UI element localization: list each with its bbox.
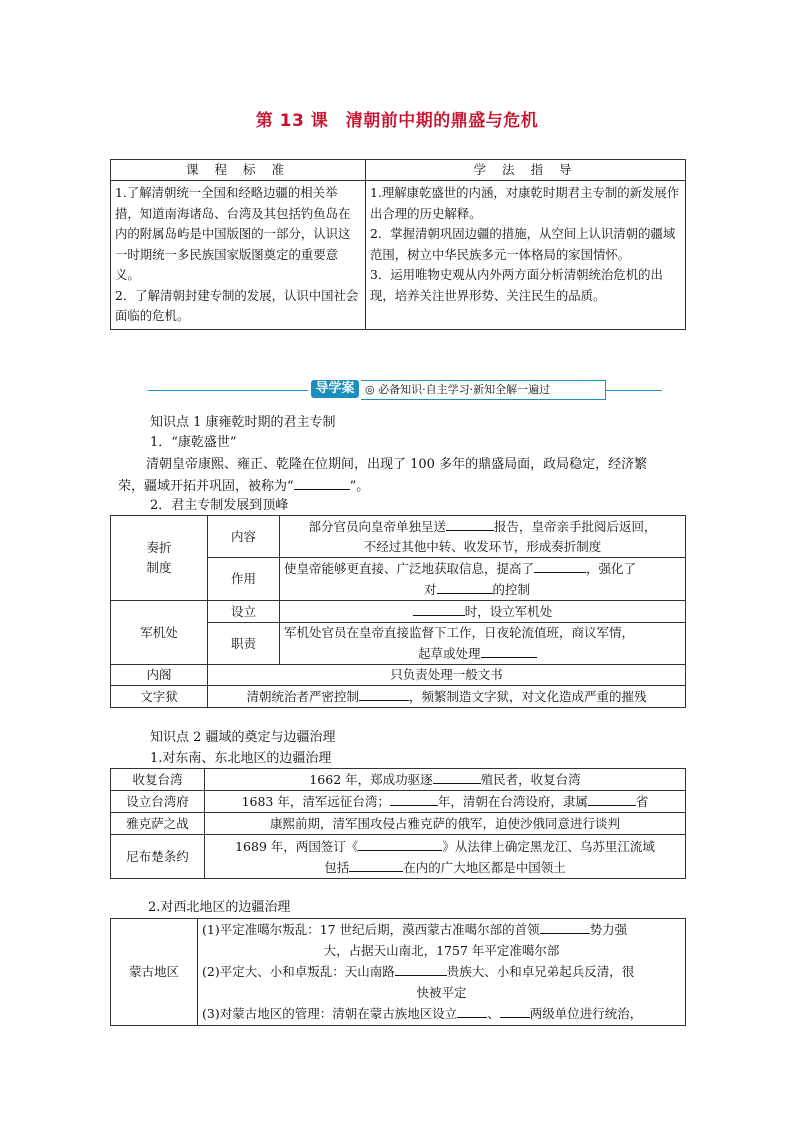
neirong-cell — [280, 516, 686, 558]
mongol-line: 大，占据天山南北，1757 年平定准噶尔部 — [323, 942, 560, 958]
zhize-cell — [280, 623, 686, 665]
fill-blank[interactable] — [540, 919, 590, 934]
section-banner — [148, 379, 662, 401]
fill-blank[interactable] — [294, 475, 350, 490]
text-part: ，强化了 — [586, 561, 637, 576]
mongol-cell — [198, 919, 686, 1026]
neirong-label: 内容 — [208, 516, 280, 558]
kp2-s1-title: 1.对东南、东北地区的边疆治理 — [150, 751, 332, 766]
guidance-item: 3．运用唯物史观从内外两方面分析清朝统治危机的出现，培养关注世界形势、关注民生的品质。 — [370, 267, 663, 303]
row-cell — [205, 769, 686, 791]
row-cell — [205, 791, 686, 813]
fill-blank[interactable] — [457, 1003, 487, 1018]
text-part: 起草或处理 — [418, 646, 481, 661]
text-part: 两级单位进行统治， — [529, 1006, 643, 1021]
text-part: 军机处官员在皇帝直接监督下工作，日夜轮流值班，商议军情， — [284, 625, 635, 640]
kp1-s1-text: 清朝皇帝康熙、雍正、乾隆在位期间，出现了 100 多年的鼎盛局面，政局稳定，经济繁 — [146, 457, 648, 472]
kp2-s2-title: 2.对西北地区的边疆治理 — [148, 900, 291, 915]
text-part: ，频繁制造文字狱，对文化造成严重的摧残 — [409, 689, 647, 704]
northwest-table — [110, 918, 686, 1026]
text-part: 对 — [424, 582, 437, 597]
sheli-cell — [280, 601, 686, 623]
banner-line — [148, 390, 308, 391]
neige-label: 内阁 — [111, 665, 208, 686]
sheli-label: 设立 — [208, 601, 280, 623]
zouzhe-label — [111, 516, 208, 601]
wenziyu-label: 文字狱 — [111, 686, 208, 708]
text-part: 贵族大、小和卓兄弟起兵反清，很 — [446, 964, 635, 979]
text-part: 部分官员向皇帝单独呈送 — [308, 519, 446, 534]
banner-tag: 导学案 — [311, 380, 359, 398]
text-part: 时，设立军机处 — [464, 604, 553, 619]
fill-blank[interactable] — [534, 558, 586, 573]
fill-blank[interactable] — [437, 579, 493, 594]
kp1-s1-title: 1．“康乾盛世” — [150, 435, 237, 450]
text-part: 、 — [487, 1006, 500, 1021]
text-part: ”。 — [349, 479, 370, 494]
text-part: 殖民者，收复台湾 — [480, 772, 581, 787]
text-part: (1)平定准噶尔叛乱：17 世纪后期，漠西蒙古准噶尔部的首领 — [202, 922, 540, 937]
row-label: 尼布楚条约 — [111, 835, 205, 879]
fill-blank[interactable] — [349, 857, 403, 872]
text-part: (3)对蒙古地区的管理：清朝在蒙古族地区设立 — [202, 1006, 458, 1021]
guidance-item: 1.理解康乾盛世的内涵，对康乾时期君主专制的新发展作出合理的历史解释。 — [370, 185, 680, 221]
fill-blank[interactable] — [390, 791, 438, 806]
fill-blank[interactable] — [359, 686, 409, 701]
text-part: 势力强 — [589, 922, 628, 937]
text-part: 1662 年，郑成功驱逐 — [309, 772, 433, 787]
text-part: 在内的广大地区都是中国领土 — [403, 859, 566, 875]
wenziyu-cell — [208, 686, 686, 708]
kp1-s2-title: 2．君主专制发展到顶峰 — [150, 498, 289, 513]
row-label: 雅克萨之战 — [111, 813, 205, 835]
text-part: 荣，疆域开拓并巩固，被称为“ — [118, 479, 294, 494]
mongol-label: 蒙古地区 — [111, 919, 198, 1026]
text-part: 省 — [635, 794, 649, 809]
fill-blank[interactable] — [446, 516, 494, 531]
standards-table — [110, 159, 686, 330]
text-part: 的控制 — [492, 582, 531, 597]
mongol-line — [202, 1003, 681, 1025]
text-part: 1689 年，两国签订《 — [235, 838, 359, 854]
text-part: 使皇帝能够更直接、广泛地获取信息，提高了 — [284, 561, 535, 576]
fill-blank[interactable] — [500, 1003, 530, 1018]
zhize-label: 职责 — [208, 623, 280, 665]
neige-cell: 只负责处理一般文书 — [208, 665, 686, 686]
page-title: 第 13 课 清朝前中期的鼎盛与危机 — [255, 111, 539, 131]
text-part: 报告，皇帝亲手批阅后返回， — [494, 519, 657, 534]
fill-blank[interactable] — [481, 643, 537, 658]
guidance-cell — [366, 181, 686, 330]
junjichu-label: 军机处 — [111, 601, 208, 665]
southeast-table — [110, 768, 686, 879]
text-part: 清朝统治者严密控制 — [246, 689, 359, 704]
zuoyong-label: 作用 — [208, 558, 280, 601]
zouzhe-text: 奏折制度 — [146, 540, 172, 575]
text-part: (2)平定大、小和卓叛乱：天山南路 — [202, 964, 395, 979]
text-part: 包括 — [324, 859, 350, 875]
kp1-heading: 知识点 1 康雍乾时期的君主专制 — [150, 415, 336, 430]
standards-cell — [111, 181, 366, 330]
text-part: 1683 年，清军远征台湾； — [241, 794, 390, 809]
autocracy-table — [110, 515, 686, 708]
fill-blank[interactable] — [395, 961, 447, 976]
fill-blank[interactable] — [413, 601, 465, 616]
standard-item: 2．了解清朝封建专制的发展，认识中国社会面临的危机。 — [115, 287, 359, 323]
fill-blank[interactable] — [588, 791, 636, 806]
kp2-heading: 知识点 2 疆域的奠定与边疆治理 — [150, 730, 336, 745]
kp1-s1-text-line2 — [118, 475, 369, 497]
text-part: 不经过其他中转、收发环节，形成奏折制度 — [363, 539, 602, 554]
mongol-line — [202, 919, 681, 941]
fill-blank[interactable] — [358, 836, 442, 851]
standards-header: 课 程 标 准 — [111, 160, 366, 181]
row-label: 设立台湾府 — [111, 791, 205, 813]
fill-blank[interactable] — [433, 769, 481, 784]
mongol-line — [202, 961, 681, 983]
guidance-header: 学 法 指 导 — [366, 160, 686, 181]
row-label: 收复台湾 — [111, 769, 205, 791]
banner-subtitle: ◎ 必备知识·自主学习·新知全解一遍过 — [361, 380, 606, 400]
mongol-line: 快被平定 — [416, 984, 467, 1000]
guidance-item: 2．掌握清朝巩固边疆的措施，从空间上认识清朝的疆域范围，树立中华民族多元一体格局的家国情怀。 — [370, 226, 676, 262]
standard-item: 1.了解清朝统一全国和经略边疆的相关举措，知道南海诸岛、台湾及其包括钓鱼岛在内的附属岛屿是中国版图的一部分，认识这一时期统一多民族国家版图奠定的重要意义。 — [115, 185, 351, 282]
banner-line — [603, 390, 662, 391]
text-part: 》从法律上确定黑龙江、乌苏里江流域 — [442, 838, 655, 854]
zuoyong-cell — [280, 558, 686, 601]
row-cell: 康熙前期，清军围攻侵占雅克萨的俄军，迫使沙俄同意进行谈判 — [205, 813, 686, 835]
text-part: 年，清朝在台湾设府，隶属 — [437, 794, 588, 809]
row-cell — [205, 835, 686, 879]
